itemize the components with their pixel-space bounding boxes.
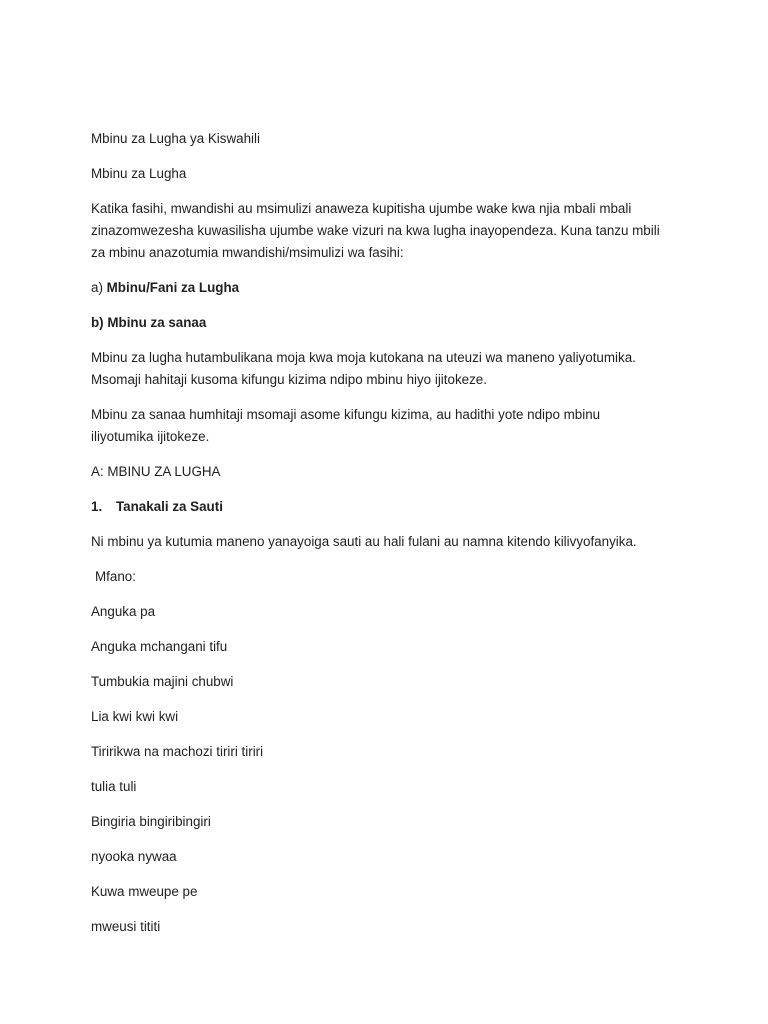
item-a-label: Mbinu/Fani za Lugha (106, 280, 240, 295)
example-item: nyooka nywaa (91, 849, 177, 864)
example-item: Lia kwi kwi kwi (91, 709, 179, 724)
item-a-prefix: a) (91, 280, 103, 295)
example-label: Mfano: (95, 569, 136, 584)
sanaa-paragraph (91, 404, 691, 448)
example-item: mweusi tititi (91, 919, 161, 934)
example-item: Tumbukia majini chubwi (91, 674, 234, 689)
lugha-line: Mbinu za lugha hutambulikana moja kwa moja kutokana na uteuzi wa maneno yaliyotumika. (91, 350, 636, 365)
sanaa-line: Mbinu za sanaa humhitaji msomaji asome kifungu kizima, au hadithi yote ndipo mbinu (91, 407, 601, 422)
document-body (91, 128, 691, 938)
example-item: Anguka mchangani tifu (91, 639, 228, 654)
example-item: Kuwa mweupe pe (91, 884, 198, 899)
example-item: Tiririkwa na machozi tiriri tiriri (91, 744, 264, 759)
intro-line: Katika fasihi, mwandishi au msimulizi anaweza kupitisha ujumbe wake kwa njia mbali mbali (91, 201, 632, 216)
numbered-heading (91, 496, 691, 518)
document-title: Mbinu za Lugha ya Kiswahili (91, 131, 260, 146)
numbered-heading-label: Tanakali za Sauti (116, 499, 223, 514)
example-item: Bingiria bingiribingiri (91, 814, 211, 829)
document-subtitle: Mbinu za Lugha (91, 166, 187, 181)
section-heading: A: MBINU ZA LUGHA (91, 464, 221, 479)
example-item: Anguka pa (91, 604, 156, 619)
examples-list (91, 601, 691, 938)
numbered-heading-number: 1. (91, 499, 103, 514)
item-b: b) Mbinu za sanaa (91, 315, 207, 330)
intro-line: zinazomwezesha kuwasilisha ujumbe wake vizuri na kwa lugha inayopendeza. Kuna tanzu mbili (91, 223, 660, 238)
definition-text: Ni mbinu ya kutumia maneno yanayoiga sauti au hali fulani au namna kitendo kilivyofanyika. (91, 534, 637, 549)
lugha-line: Msomaji hahitaji kusoma kifungu kizima ndipo mbinu hiyo ijitokeze. (91, 372, 487, 387)
item-a (91, 277, 691, 299)
example-item: tulia tuli (91, 779, 137, 794)
intro-line: za mbinu anazotumia mwandishi/msimulizi wa fasihi: (91, 245, 404, 260)
lugha-paragraph (91, 347, 691, 391)
intro-paragraph (91, 198, 691, 264)
sanaa-line: iliyotumika ijitokeze. (91, 429, 210, 444)
